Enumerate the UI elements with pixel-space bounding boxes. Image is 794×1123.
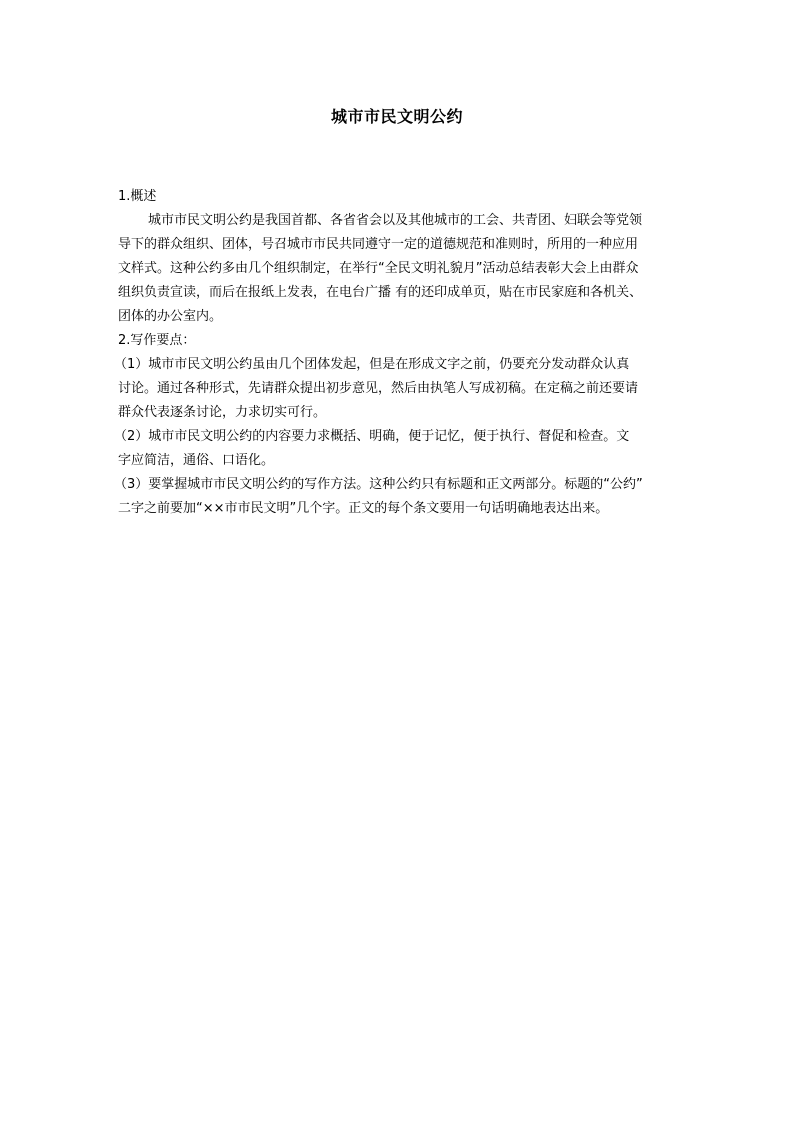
point-2-line: 字应简洁，通俗、口语化。 xyxy=(118,453,275,468)
point-2-line: （2）城市市民文明公约的内容要力求概括、明确，便于记忆，便于执行、督促和检查。文 xyxy=(114,429,630,444)
section-heading-overview: 1.概述 xyxy=(118,189,157,204)
point-1-line: 群众代表逐条讨论，力求切实可行。 xyxy=(118,405,327,420)
point-1-line: （1）城市市民文明公约虽由几个团体发起，但是在形成文字之前，仍要充分发动群众认真 xyxy=(114,357,630,372)
section-heading-writing-points: 2.写作要点： xyxy=(118,333,196,348)
paragraph-line: 团体的办公室内。 xyxy=(118,309,223,324)
document-body xyxy=(114,185,681,521)
paragraph-line: 组织负责宣读，而后在报纸上发表，在电台广播 有的还印成单页，贴在市民家庭和各机关、 xyxy=(118,285,643,300)
point-3-line: 二字之前要加“××市市民文明”几个字。正文的每个条文要用一句话明确地表达出来。 xyxy=(118,501,609,516)
paragraph-line: 城市市民文明公约是我国首都、各省省会以及其他城市的工会、共青团、妇联会等党领 xyxy=(148,213,643,228)
paragraph-line: 导下的群众组织、团体，号召城市市民共同遵守一定的道德规范和准则时，所用的一种应用 xyxy=(118,237,639,252)
point-3-line: （3）要掌握城市市民文明公约的写作方法。这种公约只有标题和正文两部分。标题的“公约” xyxy=(114,477,643,492)
paragraph-line: 文样式。这种公约多由几个组织制定，在举行“全民文明礼貌月”活动总结表彰大会上由群众 xyxy=(118,261,639,276)
document-title: 城市市民文明公约 xyxy=(330,107,463,126)
point-1-line: 讨论。通过各种形式，先请群众提出初步意见，然后由执笔人写成初稿。在定稿之前还要请 xyxy=(118,381,639,396)
